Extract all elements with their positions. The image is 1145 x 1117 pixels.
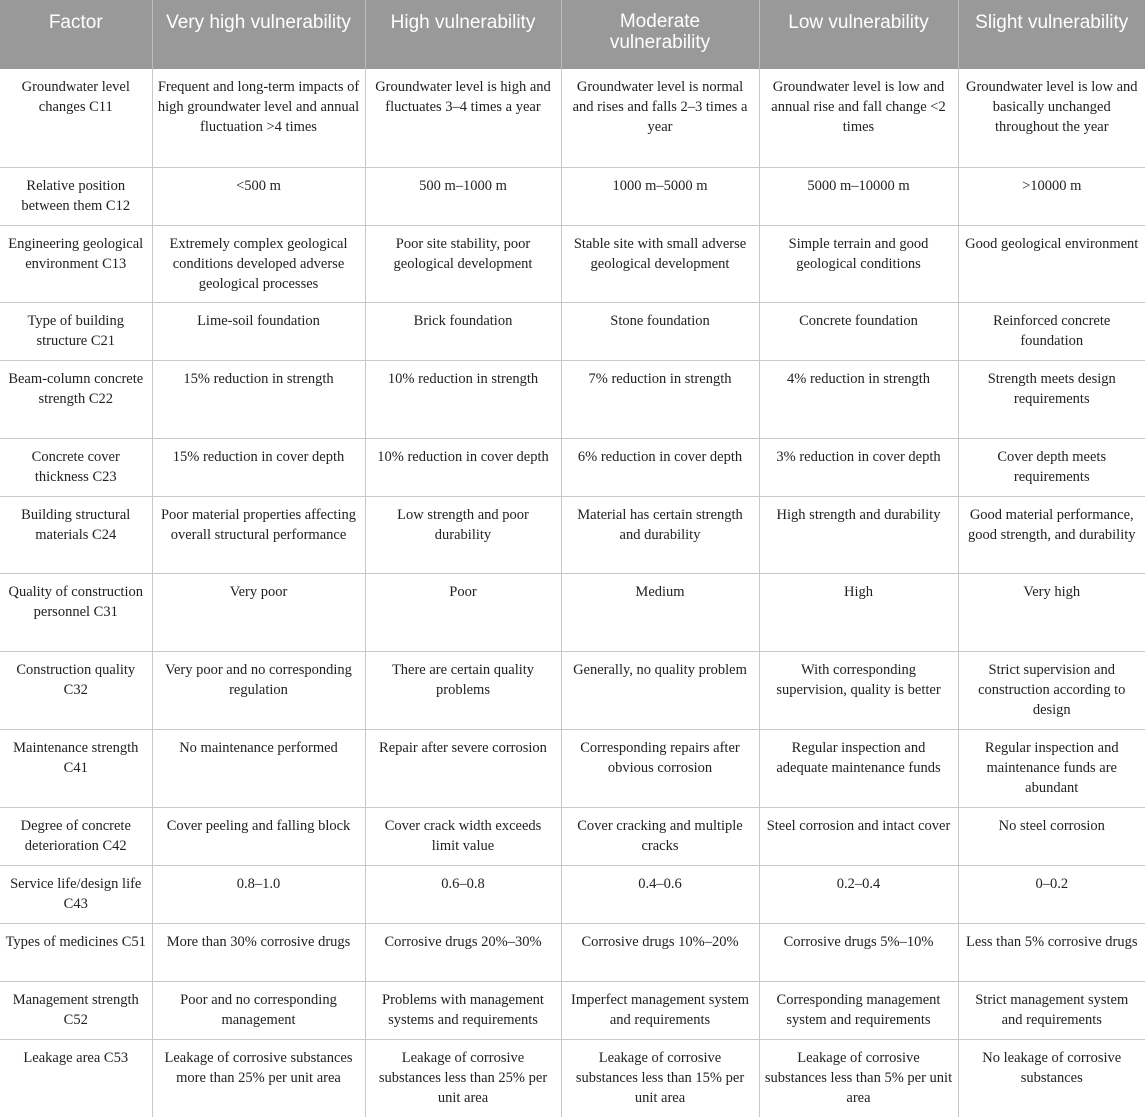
moderate-cell: Cover cracking and multiple cracks [561, 807, 759, 865]
moderate-cell: Leakage of corrosive substances less than 15% per unit area [561, 1039, 759, 1117]
column-header-slight: Slight vulnerability [958, 0, 1145, 69]
factor-cell: Engineering geological environment C13 [0, 225, 152, 302]
low-cell: High strength and durability [759, 496, 958, 573]
table-row [0, 981, 1145, 1039]
low-cell: With corresponding supervision, quality is better [759, 651, 958, 729]
slight-cell: Very high [958, 573, 1145, 651]
low-cell: 4% reduction in strength [759, 360, 958, 438]
column-header-high: High vulnerability [365, 0, 561, 69]
factor-cell: Beam-column concrete strength C22 [0, 360, 152, 438]
very-high-cell: No maintenance performed [152, 729, 365, 807]
high-cell: Repair after severe corrosion [365, 729, 561, 807]
factor-cell: Concrete cover thickness C23 [0, 438, 152, 496]
table-row [0, 438, 1145, 496]
table-row [0, 167, 1145, 225]
moderate-cell: Groundwater level is normal and rises and falls 2–3 times a year [561, 69, 759, 167]
very-high-cell: 0.8–1.0 [152, 865, 365, 923]
column-header-factor: Factor [0, 0, 152, 69]
high-cell: Corrosive drugs 20%–30% [365, 923, 561, 981]
factor-cell: Type of building structure C21 [0, 302, 152, 360]
slight-cell: Cover depth meets requirements [958, 438, 1145, 496]
table-row [0, 1039, 1145, 1117]
very-high-cell: Poor material properties affecting overall structural performance [152, 496, 365, 573]
factor-cell: Building structural materials C24 [0, 496, 152, 573]
high-cell: Brick foundation [365, 302, 561, 360]
table-row [0, 573, 1145, 651]
high-cell: There are certain quality problems [365, 651, 561, 729]
low-cell: Leakage of corrosive substances less than 5% per unit area [759, 1039, 958, 1117]
table-row [0, 302, 1145, 360]
very-high-cell: Poor and no corresponding management [152, 981, 365, 1039]
low-cell: Simple terrain and good geological conditions [759, 225, 958, 302]
slight-cell: 0–0.2 [958, 865, 1145, 923]
factor-cell: Maintenance strength C41 [0, 729, 152, 807]
high-cell: Groundwater level is high and fluctuates 3–4 times a year [365, 69, 561, 167]
table-row [0, 651, 1145, 729]
moderate-cell: 1000 m–5000 m [561, 167, 759, 225]
slight-cell: Reinforced concrete foundation [958, 302, 1145, 360]
high-cell: Poor [365, 573, 561, 651]
low-cell: High [759, 573, 958, 651]
table-row [0, 360, 1145, 438]
moderate-cell: Stone foundation [561, 302, 759, 360]
moderate-cell: 7% reduction in strength [561, 360, 759, 438]
high-cell: Low strength and poor durability [365, 496, 561, 573]
table-row [0, 69, 1145, 167]
very-high-cell: Leakage of corrosive substances more than 25% per unit area [152, 1039, 365, 1117]
very-high-cell: <500 m [152, 167, 365, 225]
high-cell: 0.6–0.8 [365, 865, 561, 923]
table-header [0, 0, 1145, 69]
table-row [0, 496, 1145, 573]
table-body [0, 69, 1145, 1117]
high-cell: Cover crack width exceeds limit value [365, 807, 561, 865]
very-high-cell: 15% reduction in strength [152, 360, 365, 438]
very-high-cell: 15% reduction in cover depth [152, 438, 365, 496]
column-header-very-high: Very high vulnerability [152, 0, 365, 69]
low-cell: Groundwater level is low and annual rise and fall change <2 times [759, 69, 958, 167]
slight-cell: No steel corrosion [958, 807, 1145, 865]
factor-cell: Groundwater level changes C11 [0, 69, 152, 167]
slight-cell: >10000 m [958, 167, 1145, 225]
table-row [0, 923, 1145, 981]
header-row [0, 0, 1145, 69]
factor-cell: Relative position between them C12 [0, 167, 152, 225]
very-high-cell: Frequent and long-term impacts of high groundwater level and annual fluctuation >4 times [152, 69, 365, 167]
low-cell: Corrosive drugs 5%–10% [759, 923, 958, 981]
moderate-cell: 6% reduction in cover depth [561, 438, 759, 496]
high-cell: 500 m–1000 m [365, 167, 561, 225]
low-cell: 5000 m–10000 m [759, 167, 958, 225]
slight-cell: Less than 5% corrosive drugs [958, 923, 1145, 981]
low-cell: 0.2–0.4 [759, 865, 958, 923]
very-high-cell: Extremely complex geological conditions developed adverse geological processes [152, 225, 365, 302]
slight-cell: Groundwater level is low and basically unchanged throughout the year [958, 69, 1145, 167]
table-row [0, 729, 1145, 807]
factor-cell: Service life/design life C43 [0, 865, 152, 923]
moderate-cell: Generally, no quality problem [561, 651, 759, 729]
moderate-cell: Stable site with small adverse geological development [561, 225, 759, 302]
very-high-cell: Lime-soil foundation [152, 302, 365, 360]
very-high-cell: Very poor [152, 573, 365, 651]
moderate-cell: Corrosive drugs 10%–20% [561, 923, 759, 981]
moderate-cell: Corresponding repairs after obvious corrosion [561, 729, 759, 807]
high-cell: 10% reduction in cover depth [365, 438, 561, 496]
moderate-cell: Medium [561, 573, 759, 651]
low-cell: Regular inspection and adequate maintenance funds [759, 729, 958, 807]
high-cell: Poor site stability, poor geological development [365, 225, 561, 302]
moderate-cell: 0.4–0.6 [561, 865, 759, 923]
high-cell: 10% reduction in strength [365, 360, 561, 438]
very-high-cell: More than 30% corrosive drugs [152, 923, 365, 981]
slight-cell: Good material performance, good strength, and durability [958, 496, 1145, 573]
low-cell: 3% reduction in cover depth [759, 438, 958, 496]
slight-cell: Strength meets design requirements [958, 360, 1145, 438]
low-cell: Steel corrosion and intact cover [759, 807, 958, 865]
factor-cell: Quality of construction personnel C31 [0, 573, 152, 651]
slight-cell: No leakage of corrosive substances [982, 1049, 1122, 1086]
table-row [0, 225, 1145, 302]
slight-cell: Strict management system and requirements [958, 981, 1145, 1039]
factor-cell: Degree of concrete deterioration C42 [0, 807, 152, 865]
very-high-cell: Cover peeling and falling block [152, 807, 365, 865]
moderate-cell: Imperfect management system and requirements [561, 981, 759, 1039]
table-row [0, 807, 1145, 865]
slight-cell: Regular inspection and maintenance funds are abundant [958, 729, 1145, 807]
high-cell: Problems with management systems and requirements [365, 981, 561, 1039]
low-cell: Concrete foundation [759, 302, 958, 360]
column-header-moderate: Moderate vulnerability [561, 0, 759, 69]
moderate-cell: Material has certain strength and durability [561, 496, 759, 573]
very-high-cell: Very poor and no corresponding regulation [152, 651, 365, 729]
factor-cell: Leakage area C53 [0, 1039, 152, 1117]
slight-cell: Strict supervision and construction according to design [958, 651, 1145, 729]
low-cell: Corresponding management system and requirements [759, 981, 958, 1039]
slight-cell: Good geological environment [958, 225, 1145, 302]
factor-cell: Construction quality C32 [0, 651, 152, 729]
factor-cell: Types of medicines C51 [0, 923, 152, 981]
factor-cell: Management strength C52 [0, 981, 152, 1039]
table-row [0, 865, 1145, 923]
high-cell: Leakage of corrosive substances less than 25% per unit area [365, 1039, 561, 1117]
column-header-low: Low vulnerability [759, 0, 958, 69]
